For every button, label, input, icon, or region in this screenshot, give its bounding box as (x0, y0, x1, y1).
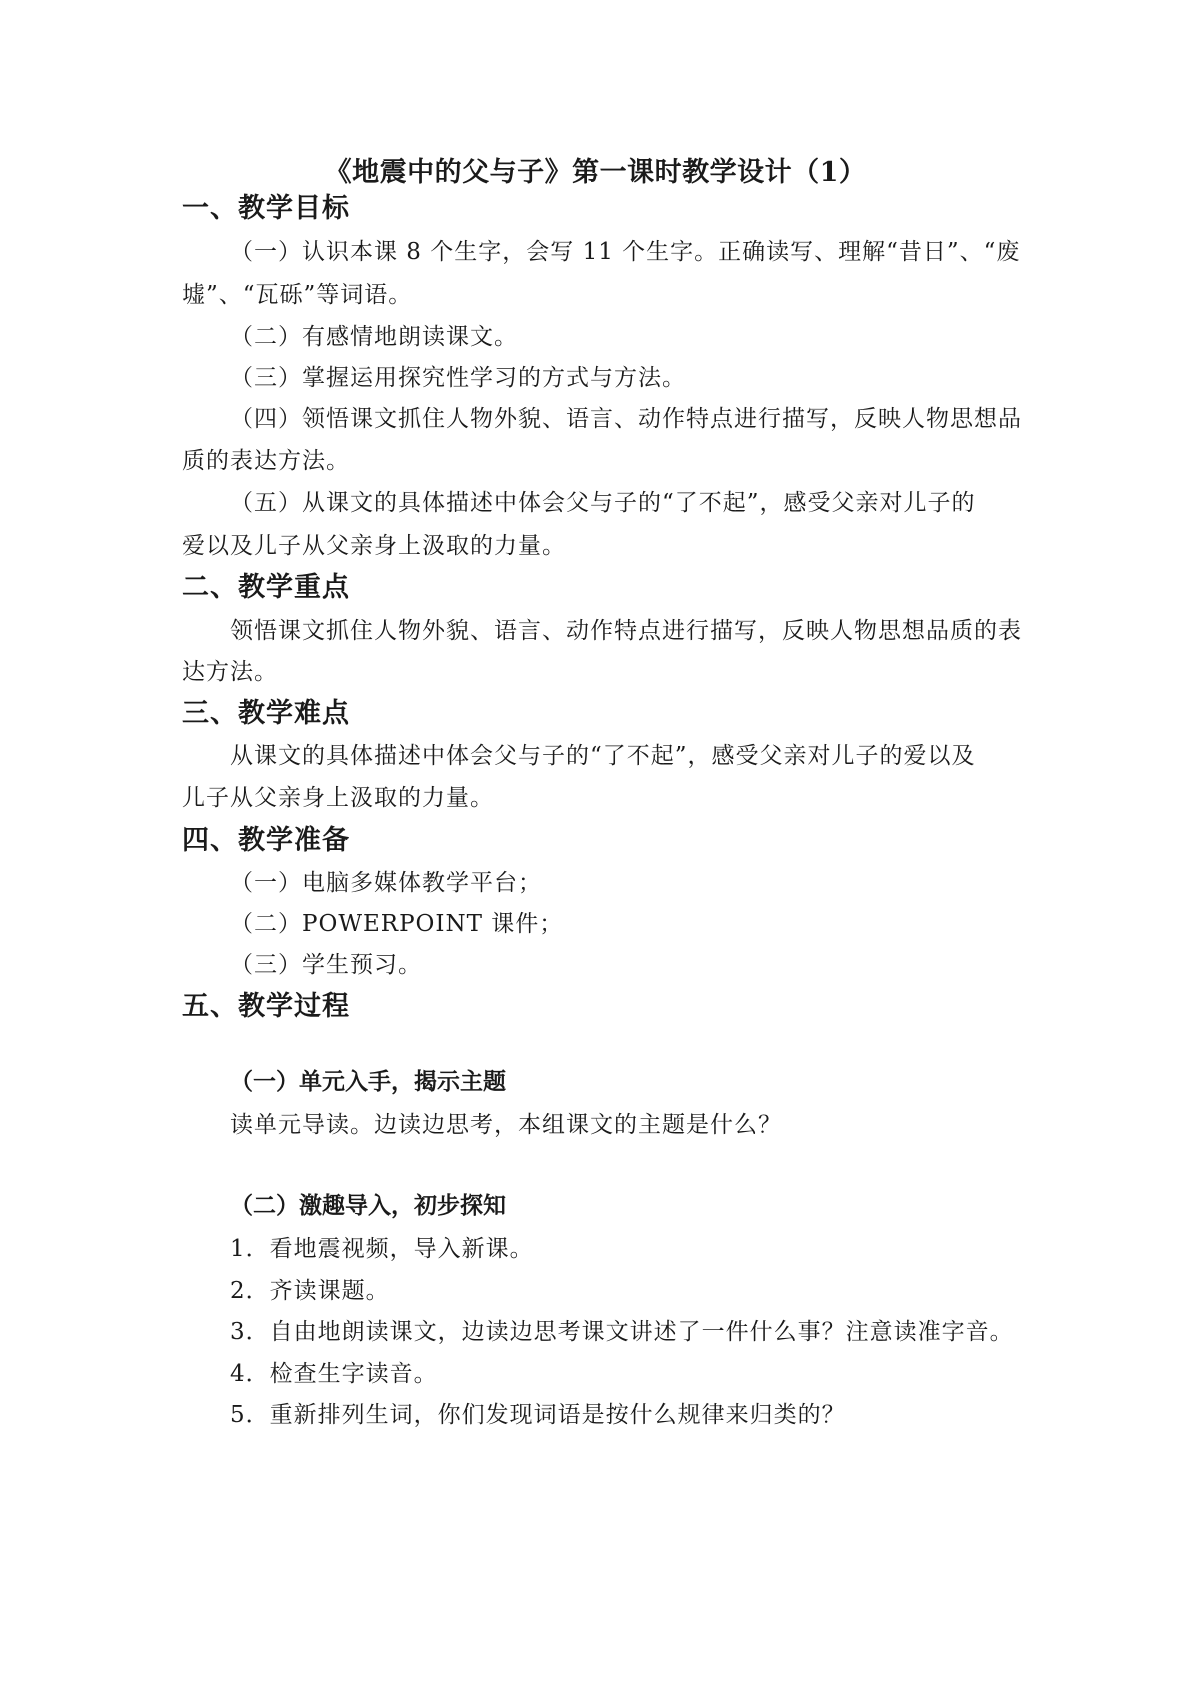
process-step-1: 1．看地震视频，导入新课。 (230, 1236, 534, 1262)
goal-4-line-2: 质的表达方法。 (182, 448, 350, 474)
goal-5-line-2: 爱以及儿子从父亲身上汲取的力量。 (182, 533, 566, 559)
difficulty-line-1: 从课文的具体描述中体会父与子的“了不起”，感受父亲对儿子的爱以及 (230, 743, 976, 769)
prep-1: （一）电脑多媒体教学平台； (230, 870, 542, 896)
process-step-2: 2．齐读课题。 (230, 1278, 390, 1304)
process-part2-title: （二）激趣导入，初步探知 (230, 1192, 506, 1219)
prep-3: （三）学生预习。 (230, 952, 422, 978)
process-step-3: 3．自由地朗读课文，边读边思考课文讲述了一件什么事？注意读准字音。 (230, 1319, 1014, 1345)
goal-2: （二）有感情地朗读课文。 (230, 324, 518, 350)
heading-difficulty: 三、教学难点 (182, 698, 350, 729)
goal-1-line-1: （一）认识本课 8 个生字，会写 11 个生字。正确读写、理解“昔日”、“废 (230, 239, 1021, 265)
heading-goals: 一、教学目标 (182, 193, 350, 224)
goal-5-line-1: （五）从课文的具体描述中体会父与子的“了不起”，感受父亲对儿子的 (230, 490, 976, 516)
heading-focus: 二、教学重点 (182, 572, 350, 603)
heading-preparation: 四、教学准备 (182, 825, 350, 856)
process-step-5: 5．重新排列生词，你们发现词语是按什么规律来归类的？ (230, 1402, 846, 1428)
prep-2: （二）POWERPOINT 课件； (230, 911, 564, 937)
focus-line-1: 领悟课文抓住人物外貌、语言、动作特点进行描写，反映人物思想品质的表 (230, 618, 1022, 644)
goal-3: （三）掌握运用探究性学习的方式与方法。 (230, 365, 686, 391)
difficulty-line-2: 儿子从父亲身上汲取的力量。 (182, 785, 494, 811)
goal-1-line-2: 墟”、“瓦砾”等词语。 (182, 282, 413, 308)
process-part1-text: 读单元导读。边读边思考，本组课文的主题是什么？ (230, 1112, 782, 1138)
process-part1-title: （一）单元入手，揭示主题 (230, 1068, 506, 1095)
document-title: 《地震中的父与子》第一课时教学设计（1） (324, 157, 867, 188)
focus-line-2: 达方法。 (182, 659, 278, 685)
heading-process: 五、教学过程 (182, 991, 350, 1022)
goal-4-line-1: （四）领悟课文抓住人物外貌、语言、动作特点进行描写，反映人物思想品 (230, 406, 1022, 432)
process-step-4: 4．检查生字读音。 (230, 1361, 438, 1387)
